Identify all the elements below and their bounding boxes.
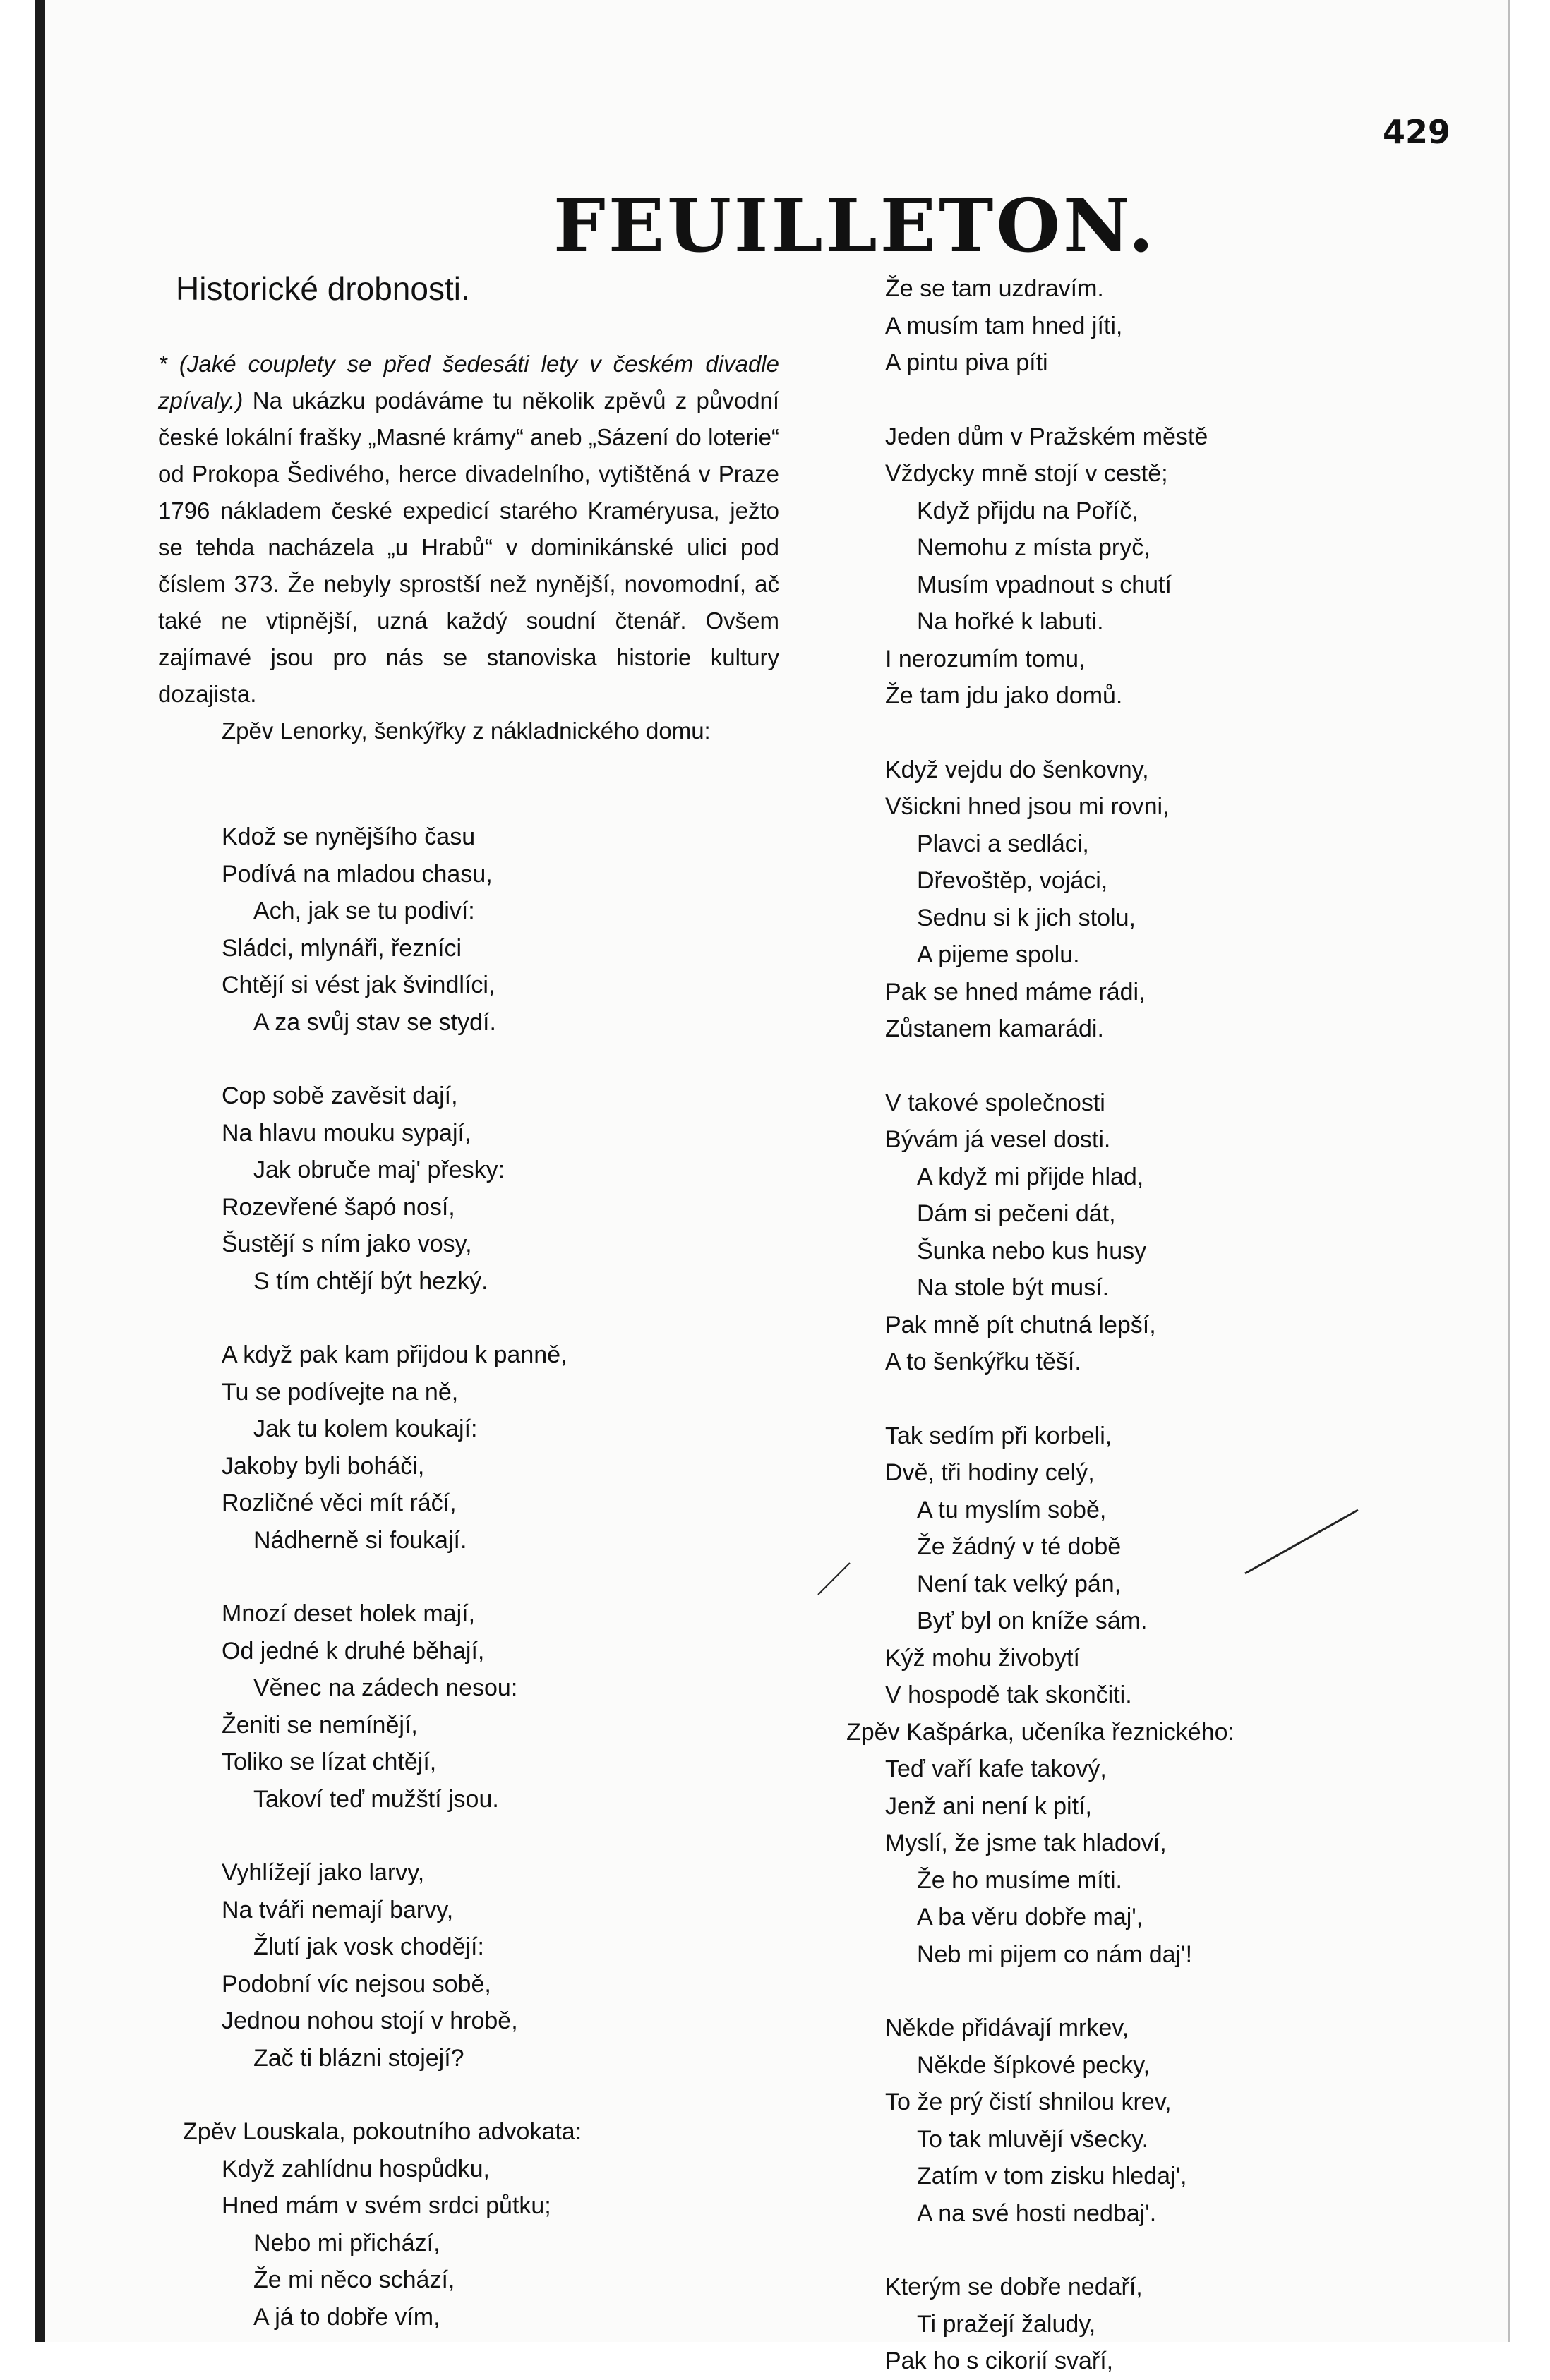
verse-line: A tu myslím sobě, xyxy=(917,1496,1107,1523)
verse-line: A to šenkýřku těší. xyxy=(885,1348,1081,1375)
verse-line: Jakoby byli boháči, xyxy=(222,1452,425,1480)
verse-line: S tím chtějí být hezký. xyxy=(253,1267,488,1295)
verse-line: Hned mám v svém srdci půtku; xyxy=(222,2192,551,2219)
song-heading: Zpěv Kašpárka, učeníka řeznického: xyxy=(846,1718,1234,1746)
verse-line: Kýž mohu živobytí xyxy=(885,1644,1080,1672)
verse-line: Že mi něco schází, xyxy=(253,2266,455,2293)
song-heading: Zpěv Louskala, pokoutního advokata: xyxy=(183,2118,582,2145)
verse-line: Jednou nohou stojí v hrobě, xyxy=(222,2007,518,2034)
verse-line: Věnec na zádech nesou: xyxy=(253,1674,518,1701)
verse-line: Nádherně si foukají. xyxy=(253,1526,467,1554)
verse-line: Když přijdu na Poříč, xyxy=(917,497,1139,524)
song-heading-lenorka: Zpěv Lenorky, šenkýřky z nákladnického domu: xyxy=(222,718,711,744)
verse-line: Podívá na mladou chasu, xyxy=(222,860,493,888)
verse-line: Zůstanem kamarádi. xyxy=(885,1015,1104,1042)
verse-line: Že tam jdu jako domů. xyxy=(885,682,1123,709)
verse-line: Šustějí s ním jako vosy, xyxy=(222,1231,472,1257)
verse-line: Jenž ani není k pití, xyxy=(885,1792,1092,1820)
verse-line: To že prý čistí shnilou krev, xyxy=(885,2089,1172,2115)
verse-line: Vyhlížejí jako larvy, xyxy=(222,1859,425,1886)
verse-line: A když pak kam přijdou k panně, xyxy=(222,1341,567,1368)
article-title: Historické drobnosti. xyxy=(176,270,470,307)
page-number: 429 xyxy=(1383,113,1451,151)
verse-line: Dvě, tři hodiny celý, xyxy=(885,1459,1095,1486)
verse-line: Někde přidávají mrkev, xyxy=(885,2014,1129,2041)
verse-line: Od jedné k druhé běhají, xyxy=(222,1637,485,1665)
verse-line: Kterým se dobře nedaří, xyxy=(885,2273,1143,2300)
verse-line: V hospodě tak skončiti. xyxy=(885,1681,1132,1708)
verse-line: Že se tam uzdravím. xyxy=(885,275,1104,302)
verse-line: Plavci a sedláci, xyxy=(917,830,1089,857)
verse-line: I nerozumím tomu, xyxy=(885,645,1086,672)
pencil-stroke-mark xyxy=(45,0,1520,2342)
section-title: FEUILLETON. xyxy=(553,182,1157,269)
verse-line: Pak mně pít chutná lepší, xyxy=(885,1311,1156,1339)
verse-line: Nemohu z místa pryč, xyxy=(917,534,1151,561)
verse-line: Chtějí si vést jak švindlíci, xyxy=(222,972,495,998)
verse-line: Byť byl on kníže sám. xyxy=(917,1607,1148,1634)
verse-line: Vždycky mně stojí v cestě; xyxy=(885,460,1168,487)
verse-line: Žlutí jak vosk chodějí: xyxy=(253,1933,484,1960)
verse-line: Rozevřené šapó nosí, xyxy=(222,1193,455,1221)
verse-line: Na hořké k labuti. xyxy=(917,608,1104,635)
verse-line: A pijeme spolu. xyxy=(917,941,1080,968)
verse-line: To tak mluvějí všecky. xyxy=(917,2125,1149,2153)
verse-line: Podobní víc nejsou sobě, xyxy=(222,1970,491,1998)
intro-lead: * (Jaké couplety se před šedesáti lety v českém divadle zpívaly.) xyxy=(158,351,779,413)
verse-line: Jak obruče maj' přesky: xyxy=(253,1156,505,1183)
verse-line: Pak ho s cikorií svaří, xyxy=(885,2348,1114,2374)
verse-line: Když zahlídnu hospůdku, xyxy=(222,2155,490,2182)
verse-line: Myslí, že jsme tak hladoví, xyxy=(885,1830,1167,1856)
verse-line: A na své hosti nedbaj'. xyxy=(917,2199,1157,2227)
verse-line: Neb mi pijem co nám daj'! xyxy=(917,1940,1193,1968)
verse-line: Tu se podívejte na ně, xyxy=(222,1378,459,1406)
verse-line: Takoví teď mužští jsou. xyxy=(253,1785,499,1813)
verse-line: Zatím v tom zisku hledaj', xyxy=(917,2163,1187,2189)
verse-line: Musím vpadnout s chutí xyxy=(917,571,1172,598)
verse-line: Na hlavu mouku sypají, xyxy=(222,1119,471,1147)
verse-line: Když vejdu do šenkovny, xyxy=(885,756,1149,783)
verse-line: Toliko se lízat chtějí, xyxy=(222,1748,437,1775)
verse-line: Někde šípkové pecky, xyxy=(917,2051,1151,2079)
verse-line: Šunka nebo kus husy xyxy=(917,1237,1147,1264)
verse-line: Všickni hned jsou mi rovni, xyxy=(885,793,1170,820)
intro-body: Na ukázku podáváme tu několik zpěvů z původní české lokální frašky „Masné krámy“ aneb „Sázení do loterie“ od Prokopa Šedivého, herce divadelního, vytištěná v Praze 1796 nákladem české expedicí starého Kraméryusa, ježto se tehda nacházela „u Hrabů“ v dominikánské ulici pod číslem 373. Že nebyly sprostší než nynější, novomodní, ač také ne vtipnější, uzná každý soudní čtenář. Ovšem zajímavé jsou pro nás se stanoviska historie kultury dozajista. xyxy=(158,387,779,707)
verse-line: A za svůj stav se stydí. xyxy=(253,1008,496,1036)
verse-line: V takové společnosti xyxy=(885,1089,1105,1116)
verse-line: Nebo mi přichází, xyxy=(253,2229,440,2257)
newspaper-page xyxy=(35,0,1510,2374)
verse-line: A když mi přijde hlad, xyxy=(917,1163,1144,1190)
verse-line: Ach, jak se tu podiví: xyxy=(253,898,475,924)
verse-line: Jak tu kolem koukají: xyxy=(253,1415,478,1442)
verse-line: Ženiti se nemínějí, xyxy=(222,1711,418,1739)
verse-line: A já to dobře vím, xyxy=(253,2303,440,2331)
verse-line: Bývám já vesel dosti. xyxy=(885,1126,1111,1153)
verse-line: Na tváři nemají barvy, xyxy=(222,1896,454,1923)
verse-line: A pintu piva píti xyxy=(885,349,1048,376)
verse-line: Rozličné věci mít ráčí, xyxy=(222,1490,457,1516)
verse-line: Že ho musíme míti. xyxy=(917,1866,1122,1894)
verse-line: Kdož se nynějšího času xyxy=(222,823,476,850)
verse-line: Pak se hned máme rádi, xyxy=(885,978,1146,1005)
verse-line: Není tak velký pán, xyxy=(917,1570,1122,1597)
verse-line: A ba věru dobře maj', xyxy=(917,1904,1143,1931)
verse-line: Sednu si k jich stolu, xyxy=(917,904,1136,931)
verse-line: A musím tam hned jíti, xyxy=(885,312,1123,339)
verse-line: Tak sedím při korbeli, xyxy=(885,1422,1112,1449)
verse-line: Zač ti blázni stojejí? xyxy=(253,2044,464,2072)
verse-line: Cop sobě zavěsit dají, xyxy=(222,1082,458,1109)
verse-line: Mnozí deset holek mají, xyxy=(222,1600,476,1627)
verse-line: Teď vaří kafe takový, xyxy=(885,1756,1107,1782)
verse-line: Dřevoštěp, vojáci, xyxy=(917,867,1108,894)
verse-line: Že žádný v té době xyxy=(917,1533,1122,1560)
verse-line: Dám si pečeni dát, xyxy=(917,1200,1116,1227)
verse-line: Jeden dům v Pražském městě xyxy=(885,423,1208,450)
verse-line: Sládci, mlynáři, řezníci xyxy=(222,934,462,962)
verse-line: Ti pražejí žaludy, xyxy=(917,2310,1096,2338)
verse-line: Na stole být musí. xyxy=(917,1274,1110,1301)
